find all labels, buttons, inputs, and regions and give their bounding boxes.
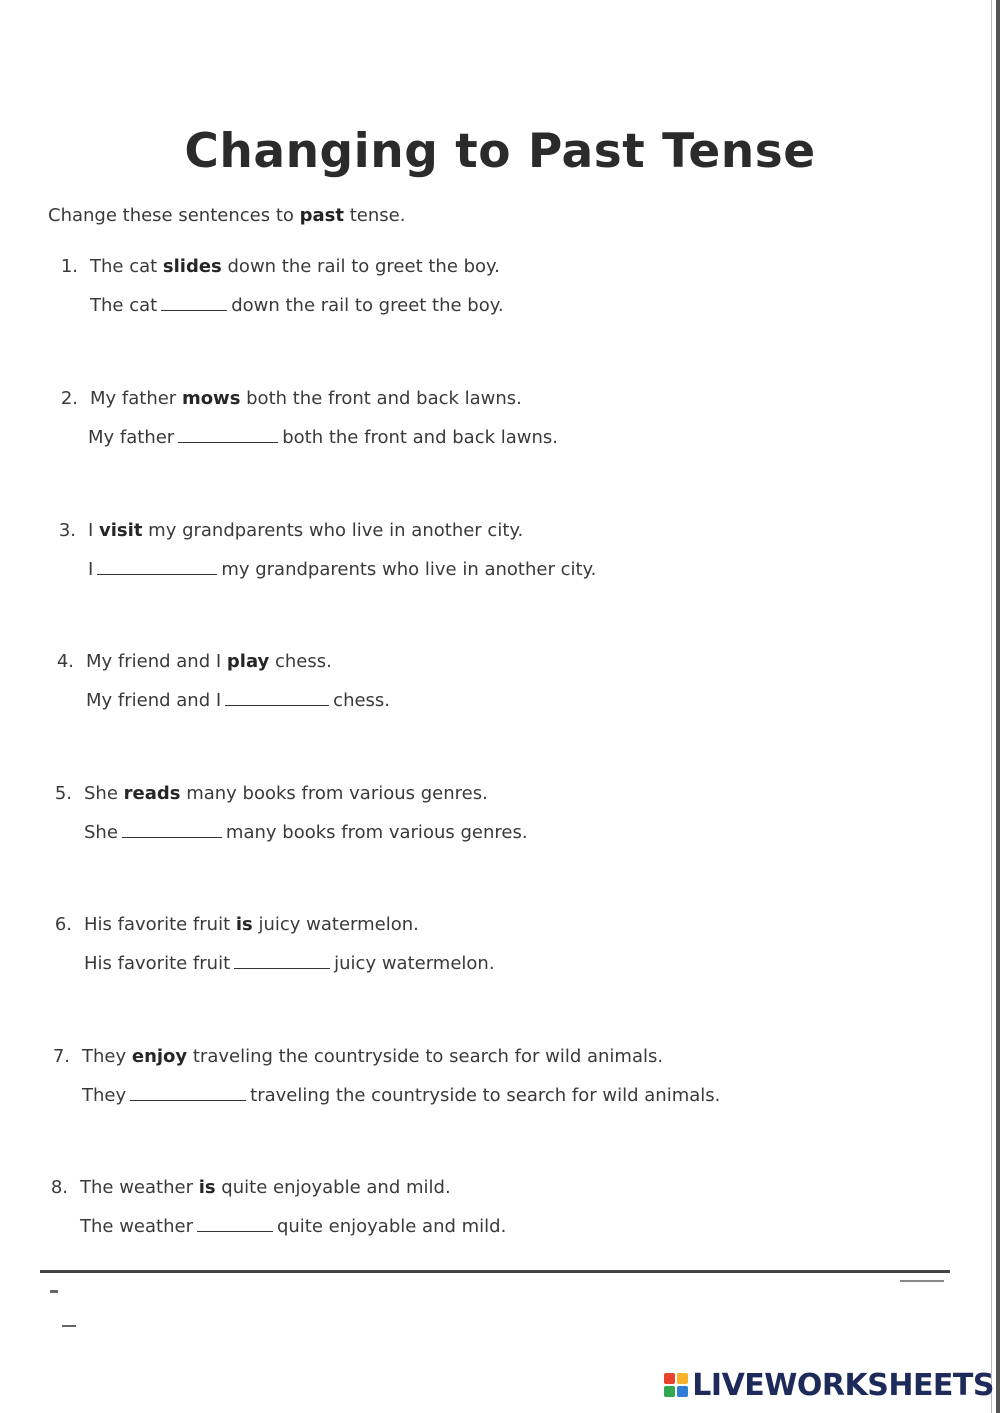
answer-blank[interactable]: [197, 1215, 273, 1232]
scan-edge-line: [991, 0, 992, 1413]
liveworksheets-logo-icon: [664, 1373, 688, 1397]
sentence-end: down the rail to greet the boy.: [221, 256, 500, 277]
rewrite-start: The cat: [90, 295, 158, 316]
rewrite-start: They: [82, 1085, 127, 1106]
worksheet-title: Changing to Past Tense: [184, 124, 816, 179]
question-number: 3.: [58, 520, 76, 541]
present-verb: mows: [181, 388, 241, 409]
question-number: 7.: [52, 1046, 70, 1067]
rewrite-end: chess.: [333, 690, 391, 711]
instructions-bold: past: [299, 205, 344, 226]
scan-speck: [50, 1290, 58, 1293]
present-verb: visit: [99, 520, 143, 541]
rewrite-start: She: [84, 822, 118, 843]
logo-square-yellow: [677, 1373, 688, 1384]
question-number: 1.: [60, 256, 78, 277]
bottom-divider: [40, 1270, 950, 1273]
original-sentence: [38, 1177, 451, 1198]
scan-speck: [900, 1280, 944, 1282]
rewrite-start: The weather: [80, 1216, 193, 1237]
answer-blank[interactable]: [178, 426, 278, 443]
question-number: 5.: [54, 783, 72, 804]
present-verb: reads: [123, 783, 181, 804]
rewrite-sentence: [84, 952, 495, 974]
original-sentence: [44, 651, 332, 672]
rewrite-start: His favorite fruit: [84, 953, 231, 974]
rewrite-end: traveling the countryside to search for wild animals.: [250, 1085, 721, 1106]
rewrite-start: I: [88, 559, 94, 580]
sentence-start: I: [88, 520, 100, 541]
sentence-end: juicy watermelon.: [252, 914, 419, 935]
question-number: 6.: [54, 914, 72, 935]
present-verb: is: [235, 914, 253, 935]
instructions-before: Change these sentences to: [48, 205, 300, 226]
answer-blank[interactable]: [122, 821, 222, 838]
sentence-start: The cat: [90, 256, 163, 277]
sentence-end: both the front and back lawns.: [240, 388, 522, 409]
present-verb: is: [198, 1177, 216, 1198]
scan-edge: [996, 0, 1000, 1413]
sentence-end: traveling the countryside to search for wild animals.: [187, 1046, 664, 1067]
question-number: 2.: [60, 388, 78, 409]
sentence-end: quite enjoyable and mild.: [215, 1177, 451, 1198]
sentence-start: His favorite fruit: [84, 914, 236, 935]
liveworksheets-logo: [664, 1365, 994, 1405]
scan-speck: [62, 1325, 76, 1327]
original-sentence: [46, 520, 523, 541]
rewrite-sentence: [90, 294, 504, 316]
original-sentence: [48, 388, 522, 409]
logo-square-blue: [677, 1386, 688, 1397]
sentence-start: My friend and I: [86, 651, 227, 672]
sentence-end: chess.: [269, 651, 332, 672]
answer-blank[interactable]: [225, 689, 329, 706]
rewrite-start: My friend and I: [86, 690, 222, 711]
answer-blank[interactable]: [161, 294, 227, 311]
instructions: [48, 205, 405, 226]
instructions-after: tense.: [343, 205, 406, 226]
rewrite-sentence: [88, 558, 596, 580]
rewrite-sentence: [80, 1215, 506, 1237]
present-verb: enjoy: [131, 1046, 188, 1067]
rewrite-start: My father: [88, 427, 175, 448]
question-number: 4.: [56, 651, 74, 672]
rewrite-end: my grandparents who live in another city.: [221, 559, 597, 580]
original-sentence: [42, 914, 419, 935]
original-sentence: [42, 783, 488, 804]
rewrite-sentence: [84, 821, 528, 843]
sentence-start: They: [82, 1046, 132, 1067]
answer-blank[interactable]: [130, 1084, 246, 1101]
sentence-end: many books from various genres.: [180, 783, 488, 804]
original-sentence: [48, 256, 500, 277]
present-verb: slides: [162, 256, 222, 277]
logo-text: LIVEWORKSHEETS: [692, 1367, 994, 1403]
sentence-start: The weather: [80, 1177, 199, 1198]
present-verb: play: [226, 651, 270, 672]
rewrite-end: juicy watermelon.: [334, 953, 495, 974]
rewrite-end: both the front and back lawns.: [282, 427, 558, 448]
answer-blank[interactable]: [234, 952, 330, 969]
sentence-start: My father: [90, 388, 182, 409]
sentence-start: She: [84, 783, 124, 804]
rewrite-end: down the rail to greet the boy.: [231, 295, 504, 316]
logo-square-green: [664, 1386, 675, 1397]
logo-square-red: [664, 1373, 675, 1384]
rewrite-end: quite enjoyable and mild.: [276, 1216, 507, 1237]
answer-blank[interactable]: [97, 558, 217, 575]
sentence-end: my grandparents who live in another city.: [142, 520, 524, 541]
rewrite-end: many books from various genres.: [225, 822, 528, 843]
rewrite-sentence: [88, 426, 558, 448]
question-number: 8.: [50, 1177, 68, 1198]
rewrite-sentence: [86, 689, 390, 711]
rewrite-sentence: [82, 1084, 720, 1106]
original-sentence: [40, 1046, 663, 1067]
